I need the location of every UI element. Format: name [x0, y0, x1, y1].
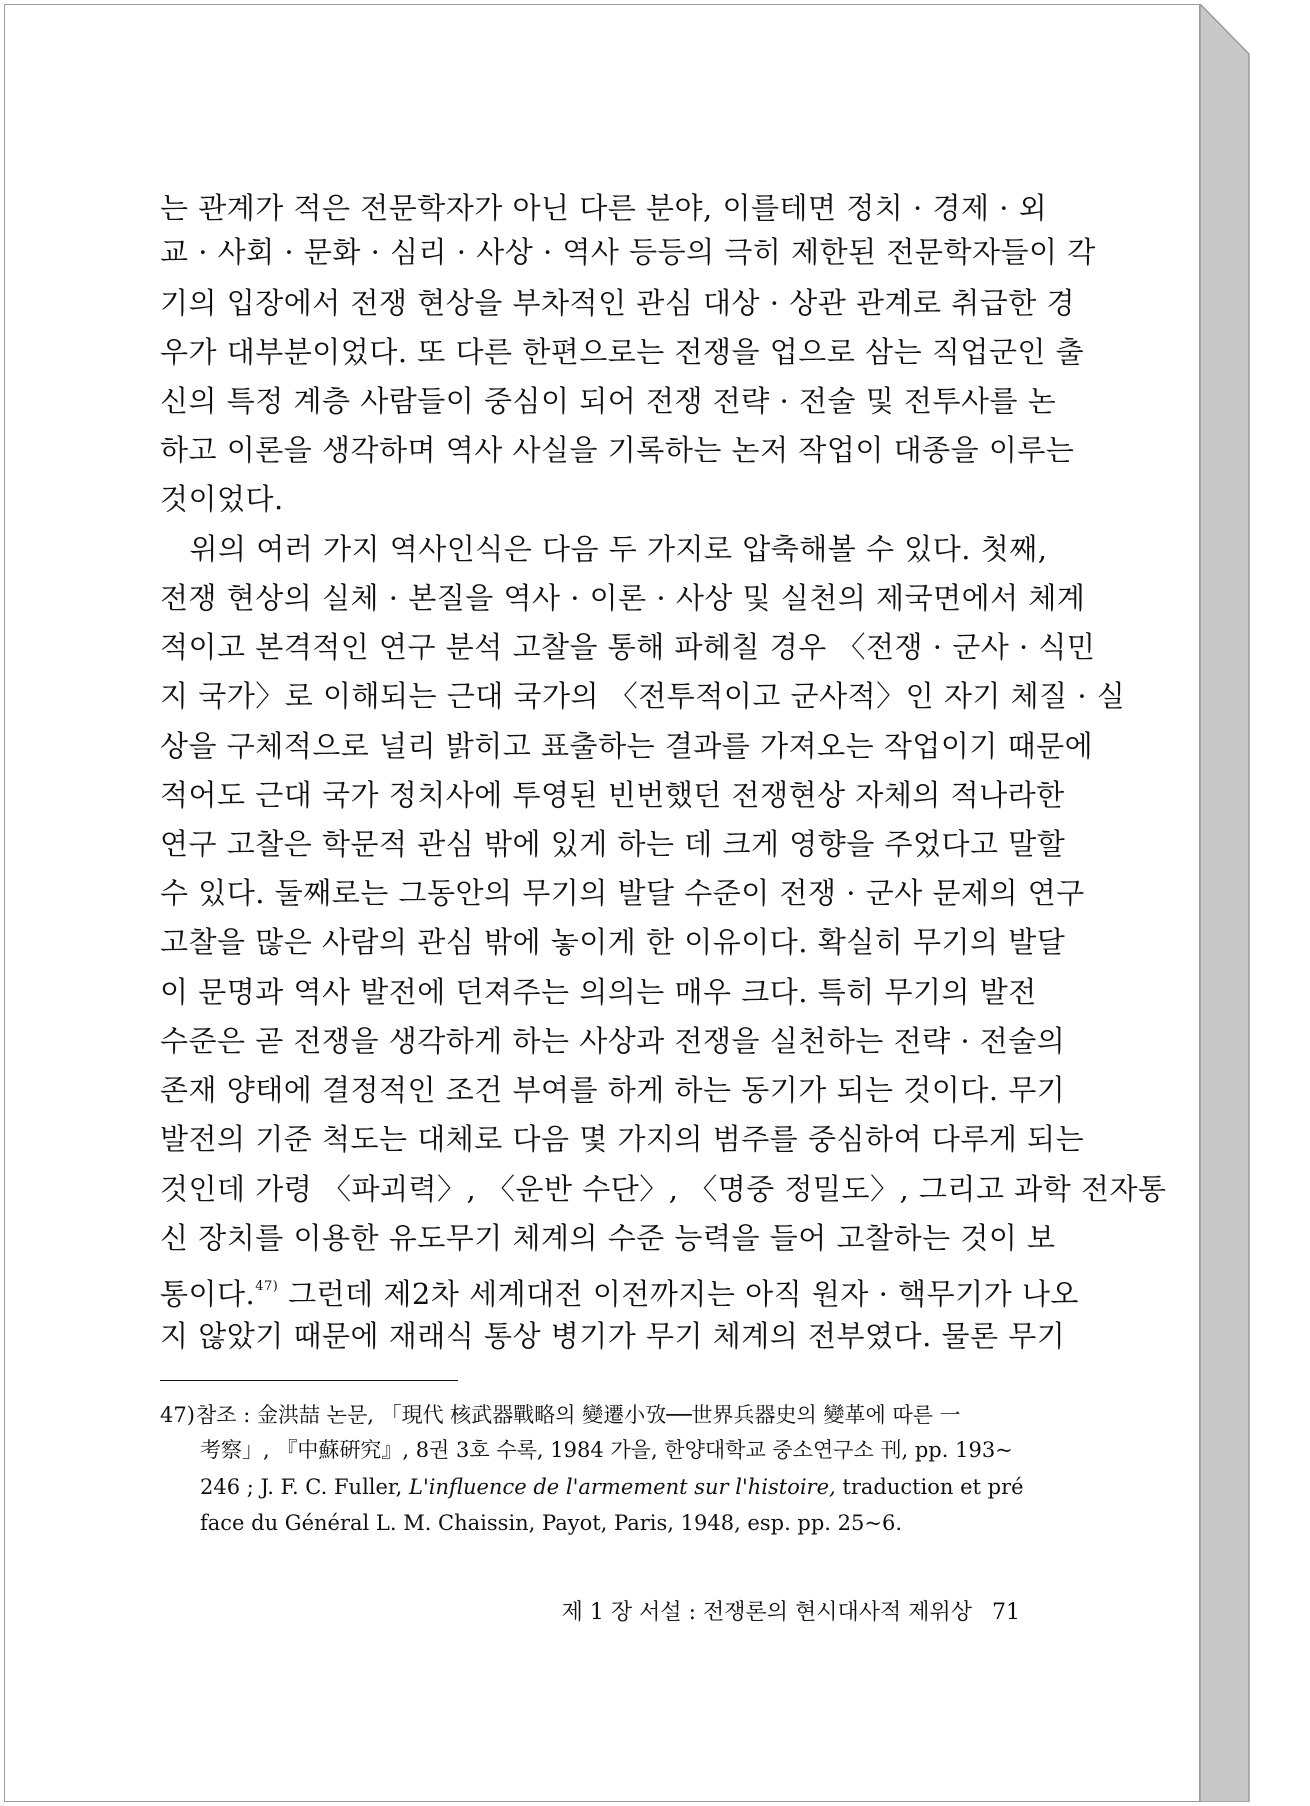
chapter-title: 제 1 장 서설 : 전쟁론의 현시대사적 제위상: [561, 1600, 972, 1625]
body-line: [160, 1267, 1079, 1314]
body-line: 적이고 본격적인 연구 분석 고찰을 통해 파헤칠 경우 〈전쟁 · 군사 · 식민: [160, 630, 1096, 664]
footnote-divider: [160, 1380, 458, 1381]
body-line: 하고 이론을 생각하며 역사 사실을 기록하는 논저 작업이 대종을 이루는: [160, 433, 1075, 467]
body-line-rest: 그런데 제2차 세계대전 이전까지는 아직 원자 · 핵무기가 나오: [278, 1277, 1079, 1311]
footnote-text: 246 ; J. F. C. Fuller,: [200, 1475, 410, 1499]
body-line: 전쟁 현상의 실체 · 본질을 역사 · 이론 · 사상 및 실천의 제국면에서 체계: [160, 581, 1086, 615]
footnote-book-title: L'influence de l'armement sur l'histoire,: [409, 1475, 836, 1499]
footnote-text: traduction et pré: [835, 1475, 1024, 1499]
body-line: 고찰을 많은 사람의 관심 밖에 놓이게 한 이유이다. 확실히 무기의 발달: [160, 925, 1066, 959]
body-line: 기의 입장에서 전쟁 현상을 부차적인 관심 대상 · 상관 관계로 취급한 경: [160, 286, 1076, 320]
body-line: 적어도 근대 국가 정치사에 투영된 빈번했던 전쟁현상 자체의 적나라한: [160, 778, 1065, 812]
body-line: 신 장치를 이용한 유도무기 체계의 수준 능력을 들어 고찰하는 것이 보: [160, 1221, 1056, 1255]
body-line: 는 관계가 적은 전문학자가 아닌 다른 분야, 이를테면 정치 · 경제 · 외: [160, 191, 1048, 225]
running-footer: [500, 1596, 1020, 1630]
body-line: 것이었다.: [160, 482, 284, 516]
footnote-line: 考察」, 『中蘇硏究』, 8권 3호 수록, 1984 가을, 한양대학교 중소연구소 刊, pp. 193~: [200, 1438, 1013, 1462]
body-line: 위의 여러 가지 역사인식은 다음 두 가지로 압축해볼 수 있다. 첫째,: [160, 532, 1048, 566]
body-line: 수 있다. 둘째로는 그동안의 무기의 발달 수준이 전쟁 · 군사 문제의 연구: [160, 876, 1085, 910]
body-line: 지 국가〉로 이해되는 근대 국가의 〈전투적이고 군사적〉인 자기 체질 · 실: [160, 679, 1126, 713]
body-line: 지 않았기 때문에 재래식 통상 병기가 무기 체계의 전부였다. 물론 무기: [160, 1319, 1066, 1353]
body-line: 신의 특정 계층 사람들이 중심이 되어 전쟁 전략 · 전술 및 전투사를 논: [160, 384, 1057, 418]
footnote-line: [160, 1398, 1050, 1432]
book-spine-edge: [1200, 4, 1249, 1802]
body-line: 이 문명과 역사 발전에 던져주는 의의는 매우 크다. 특히 무기의 발전: [160, 975, 1037, 1009]
footnote-text: 참조 : 金洪喆 논문, 「現代 核武器戰略의 變遷小攷──世界兵器史의 變革에 따른 一: [196, 1403, 961, 1427]
body-line: 상을 구체적으로 널리 밝히고 표출하는 결과를 가져오는 작업이기 때문에: [160, 729, 1094, 763]
body-line: 수준은 곧 전쟁을 생각하게 하는 사상과 전쟁을 실천하는 전략 · 전술의: [160, 1024, 1066, 1058]
footnote-reference[interactable]: 47): [255, 1279, 279, 1294]
body-line: 우가 대부분이었다. 또 다른 한편으로는 전쟁을 업으로 삼는 직업군인 출: [160, 335, 1085, 369]
body-line-start: 통이다.: [160, 1277, 256, 1311]
body-line: 발전의 기준 척도는 대체로 다음 몇 가지의 범주를 중심하여 다루게 되는: [160, 1122, 1085, 1156]
footnote-line: face du Général L. M. Chaissin, Payot, Paris, 1948, esp. pp. 25~6.: [200, 1511, 903, 1535]
body-line: 교 · 사회 · 문화 · 심리 · 사상 · 역사 등등의 극히 제한된 전문학자들이 각: [160, 235, 1096, 269]
body-line: 것인데 가령 〈파괴력〉, 〈운반 수단〉, 〈명중 정밀도〉, 그리고 과학 전자통: [160, 1172, 1167, 1206]
page-number: 71: [992, 1600, 1020, 1625]
body-line: 연구 고찰은 학문적 관심 밖에 있게 하는 데 크게 영향을 주었다고 말할: [160, 827, 1066, 861]
footnote-line: [200, 1470, 1055, 1504]
footnote-number: 47): [160, 1403, 195, 1427]
body-line: 존재 양태에 결정적인 조건 부여를 하게 하는 동기가 되는 것이다. 무기: [160, 1073, 1066, 1107]
